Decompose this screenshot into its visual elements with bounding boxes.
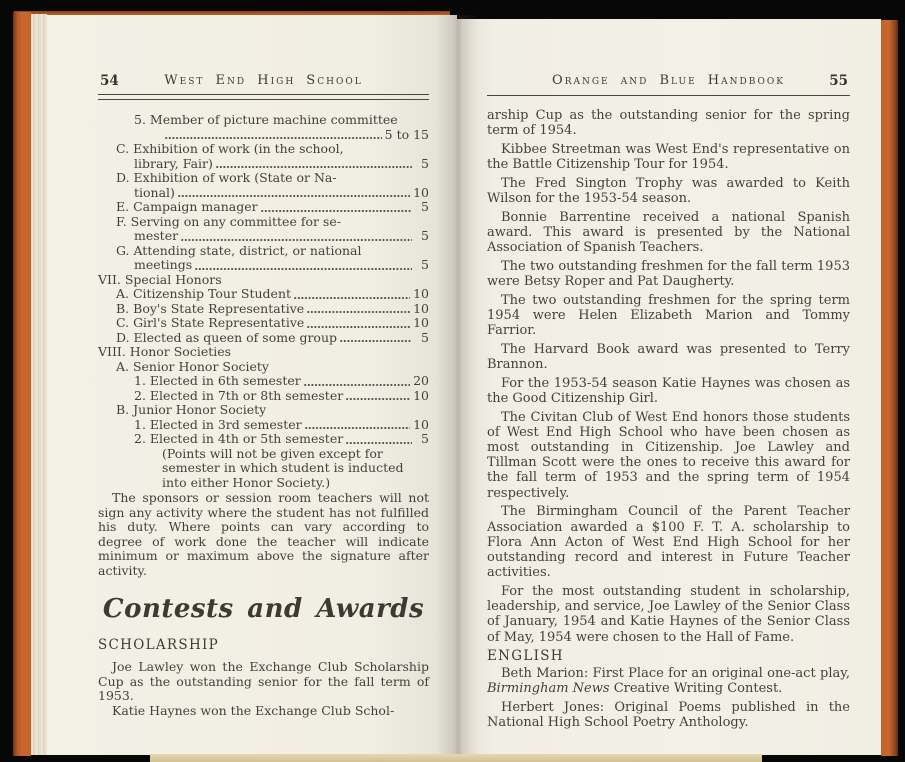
text-segment: Creative Writing Contest. <box>609 681 783 697</box>
paragraph <box>487 504 850 580</box>
outline-line-points: 10 <box>413 184 429 200</box>
outline-line-points: 20 <box>413 373 429 388</box>
outline-line <box>98 287 429 302</box>
outline-line <box>98 447 429 462</box>
outline-line-text: (Points will not be given except for <box>162 445 383 461</box>
dotted-leader <box>261 209 412 213</box>
outline-line-text: D. Elected as queen of some group <box>116 329 337 345</box>
outline-line-points: 10 <box>413 416 429 432</box>
outline-line-points: 5 <box>421 257 429 272</box>
paragraph <box>487 584 850 645</box>
text-segment: The Harvard Book award was presented to Terry Brannon. <box>487 341 850 373</box>
left-running-head <box>98 73 429 91</box>
outline-line-points: 10 <box>413 286 429 301</box>
outline-line-points: 5 <box>421 155 429 171</box>
outline-line <box>98 418 429 433</box>
outline-line-text: VIII. Honor Societies <box>98 344 232 359</box>
book-cover-left-edge <box>13 12 31 756</box>
scholarship-subheading: SCHOLARSHIP <box>98 637 220 653</box>
scholarship-paragraphs <box>98 660 429 718</box>
outline-line-text: G. Attending state, district, or national <box>116 242 362 258</box>
dotted-leader <box>181 238 412 242</box>
dotted-leader <box>294 296 410 300</box>
outline-line-points: 5 <box>421 329 429 345</box>
english-subheading: ENGLISH <box>487 648 564 665</box>
book-cover-right-edge <box>881 20 898 756</box>
left-page <box>47 15 457 755</box>
left-header-rule <box>98 94 429 100</box>
outline-line-points: 5 to 15 <box>384 126 429 142</box>
text-segment: The Birmingham Council of the Parent Teacher Association awarded a $100 F. T. A. scholarship to Flora Ann Acton of West End High School for her outstanding record and interest in Future Teacher activities. <box>487 504 850 581</box>
dotted-leader <box>305 426 410 430</box>
outline-line-text: F. Serving on any committee for se- <box>116 213 341 229</box>
outline-line-points: 5 <box>421 199 429 214</box>
outline-line <box>98 360 429 375</box>
outline-line <box>98 229 429 244</box>
text-segment: Joe Lawley won the Exchange Club Scholarship Cup as the outstanding senior for the fall term of 1953. <box>98 659 429 703</box>
dotted-leader <box>165 136 382 140</box>
outline-line-text: 5. Member of picture machine committee <box>134 112 398 127</box>
outline-line <box>98 128 429 143</box>
text-segment: Katie Haynes won the Exchange Club Schol- <box>112 702 395 718</box>
outline-line <box>98 157 429 172</box>
paragraph <box>487 700 850 730</box>
outline-line-points: 5 <box>421 228 429 243</box>
paragraph <box>487 376 850 406</box>
outline-line <box>98 316 429 331</box>
outline-line <box>98 476 429 491</box>
text-segment: Beth Marion: First Place for an original one-act play, <box>501 666 850 682</box>
outline-line-text: D. Exhibition of work (State or Na- <box>116 170 337 185</box>
right-page-number: 55 <box>829 73 848 89</box>
left-paragraphs <box>98 491 429 578</box>
right-page-content <box>487 108 850 731</box>
outline-line <box>98 113 429 128</box>
text-segment: The sponsors or session room teachers will not sign any activity where the student has not fulfilled his duty. Where points can vary according to degree of work done the teacher will indicate minimum or maximum above the signature after activity. <box>98 490 429 578</box>
points-outline <box>98 113 429 490</box>
outline-line <box>98 389 429 404</box>
left-running-title: West End High School <box>164 73 363 88</box>
right-running-title: Orange and Blue Handbook <box>552 73 785 88</box>
dotted-leader <box>346 441 412 445</box>
dotted-leader <box>178 194 410 198</box>
text-segment: Kibbee Streetman was West End's representative on the Battle Citizenship Tour for 1954. <box>487 141 850 173</box>
outline-line-text: 1. Elected in 3rd semester <box>134 416 302 432</box>
outline-line <box>98 345 429 360</box>
paragraph <box>98 491 429 578</box>
paragraph <box>487 293 850 339</box>
section-heading: Contests and Awards <box>102 594 425 624</box>
paragraph <box>487 108 850 138</box>
page-stack-left-edge <box>31 14 47 755</box>
right-running-head <box>487 73 850 91</box>
outline-line <box>98 186 429 201</box>
outline-line-text: VII. Special Honors <box>98 271 222 287</box>
paragraph <box>487 176 850 206</box>
text-segment: The Civitan Club of West End honors those students of West End High School who have been chosen as most outstanding in Citizenship. Joe Lawley and Tillman Scott were the ones to receive this award for the fall term of 1953 and the spring term of 1954 respectively. <box>487 409 850 501</box>
outline-line-text: library, Fair) <box>134 155 213 171</box>
outline-line-points: 5 <box>421 431 429 446</box>
outline-line-text: tional) <box>134 184 175 200</box>
dotted-leader <box>304 383 410 387</box>
dotted-leader <box>346 397 410 401</box>
outline-line-text: C. Girl's State Representative <box>116 315 305 330</box>
text-segment: Herbert Jones: Original Poems published in the National High School Poetry Anthology. <box>487 700 850 731</box>
outline-line <box>98 374 429 389</box>
outline-line-text: into either Honor Society.) <box>162 474 331 490</box>
text-segment: Bonnie Barrentine received a national Spanish award. This award is presented by the National Association of Spanish Teachers. <box>487 209 850 256</box>
outline-line <box>98 273 429 288</box>
dotted-leader <box>195 267 412 271</box>
text-segment: For the 1953-54 season Katie Haynes was chosen as the Good Citizenship Girl. <box>487 375 850 406</box>
italic-text: Birmingham News <box>487 681 610 697</box>
text-segment: The two outstanding freshmen for the fall term 1953 were Betsy Roper and Pat Daugherty. <box>487 258 850 290</box>
outline-line <box>98 171 429 186</box>
outline-line-points: 10 <box>413 387 429 403</box>
dotted-leader <box>340 339 412 343</box>
paragraph <box>487 666 850 696</box>
right-page <box>457 19 881 755</box>
outline-line-text: mester <box>134 228 179 243</box>
outline-line-points: 10 <box>413 315 429 330</box>
outline-line <box>98 258 429 273</box>
outline-line-text: semester in which student is inducted <box>162 460 404 475</box>
outline-line-text: B. Junior Honor Society <box>116 402 267 417</box>
outline-line-text: 1. Elected in 6th semester <box>134 373 301 388</box>
paragraph <box>98 660 429 704</box>
book-bottom-page-edge <box>150 754 762 762</box>
text-segment: arship Cup as the outstanding senior for the spring term of 1954. <box>487 108 850 139</box>
outline-line <box>98 142 429 157</box>
outline-line-text: meetings <box>134 257 193 272</box>
right-header-rule <box>487 95 850 96</box>
paragraph <box>487 142 850 172</box>
outline-line <box>98 432 429 447</box>
outline-line-text: 2. Elected in 7th or 8th semester <box>134 387 344 403</box>
outline-line <box>98 244 429 259</box>
paragraph <box>487 342 850 372</box>
outline-line-text: A. Senior Honor Society <box>116 358 269 374</box>
text-segment: The Fred Sington Trophy was awarded to Keith Wilson for the 1953-54 season. <box>487 175 850 207</box>
outline-line-text: E. Campaign manager <box>116 199 258 214</box>
outline-line-text: 2. Elected in 4th or 5th semester <box>134 431 344 446</box>
dotted-leader <box>307 310 410 314</box>
outline-line-text: B. Boy's State Representative <box>116 300 305 316</box>
paragraph <box>487 210 850 256</box>
paragraph <box>98 704 429 719</box>
outline-line <box>98 302 429 317</box>
dotted-leader <box>216 165 412 169</box>
outline-line <box>98 331 429 346</box>
outline-line-points: 10 <box>413 300 429 316</box>
outline-line <box>98 200 429 215</box>
paragraph <box>487 259 850 289</box>
text-segment: For the most outstanding student in scholarship, leadership, and service, Joe Lawley of the Senior Class of January, 1954 and Katie Haynes of the Senior Class of May, 1954 were chosen to the Hall of Fame. <box>487 583 850 645</box>
left-page-number: 54 <box>100 73 119 89</box>
outline-line-text: C. Exhibition of work (in the school, <box>116 141 344 156</box>
outline-line <box>98 215 429 230</box>
outline-line <box>98 461 429 476</box>
outline-line-text: A. Citizenship Tour Student <box>116 286 292 301</box>
paragraph <box>487 410 850 501</box>
text-segment: The two outstanding freshmen for the spring term 1954 were Helen Elizabeth Marion and Tommy Farrior. <box>487 292 850 339</box>
outline-line <box>98 403 429 418</box>
dotted-leader <box>307 325 410 329</box>
